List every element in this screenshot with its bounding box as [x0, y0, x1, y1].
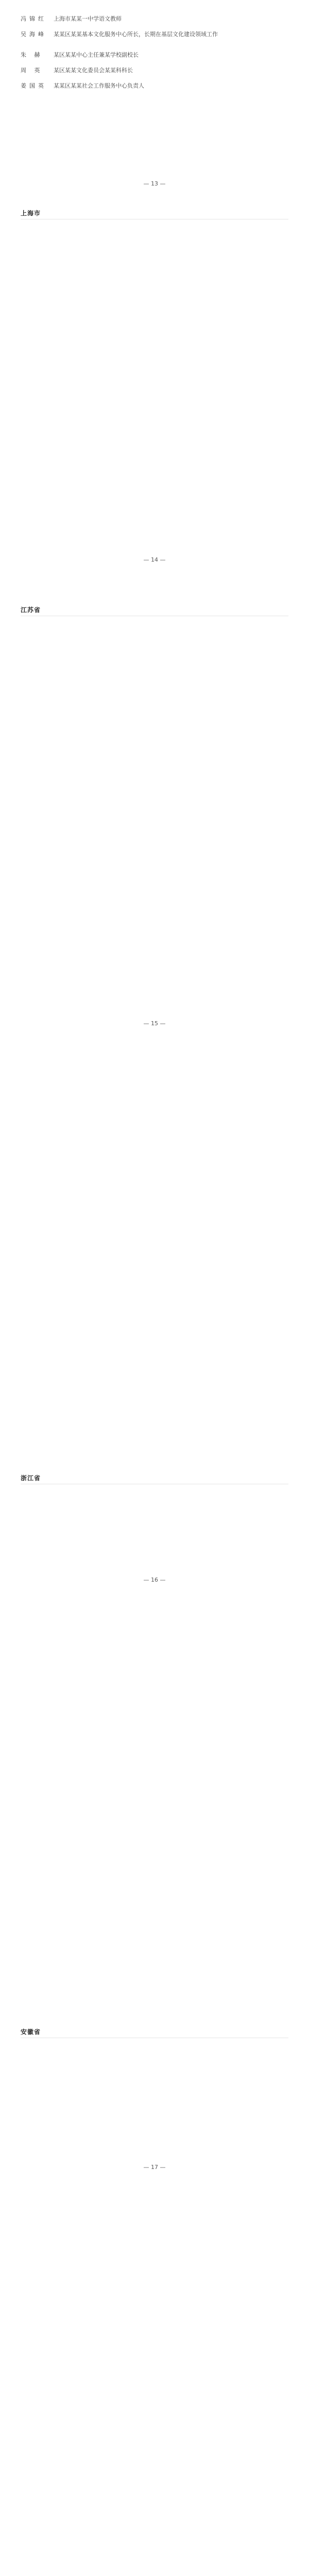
person-description: 某区某某中心主任兼某学校副校长 — [54, 52, 139, 58]
page-number: — 14 — — [143, 556, 166, 563]
page-number: — 16 — — [143, 1577, 166, 1583]
person-description: 某某区某某社会工作服务中心负责人 — [54, 82, 144, 89]
region-heading: 浙江省 — [21, 1475, 41, 1482]
region-heading: 上海市 — [21, 210, 41, 217]
person-name: 姜国英 — [21, 82, 47, 89]
person-name: 朱 赫 — [21, 52, 43, 58]
person-description: 上海市某某一中学语文教师 — [54, 15, 122, 22]
region-heading: 安徽省 — [21, 2028, 41, 2036]
region-heading: 江苏省 — [21, 606, 41, 614]
person-name: 吴海峰 — [21, 31, 47, 38]
page-number: — 13 — — [143, 180, 166, 187]
page-number: — 17 — — [143, 2164, 166, 2171]
list-item — [0, 82, 309, 139]
person-description: 某某区某某基本文化服务中心所长，长期在基层文化建设领域工作 — [54, 31, 218, 38]
person-name: 冯锦红 — [21, 15, 47, 22]
person-name: 周 英 — [21, 67, 43, 74]
person-description: 某区某某文化委员会某某科科长 — [54, 67, 133, 74]
page-number: — 15 — — [143, 1020, 166, 1027]
